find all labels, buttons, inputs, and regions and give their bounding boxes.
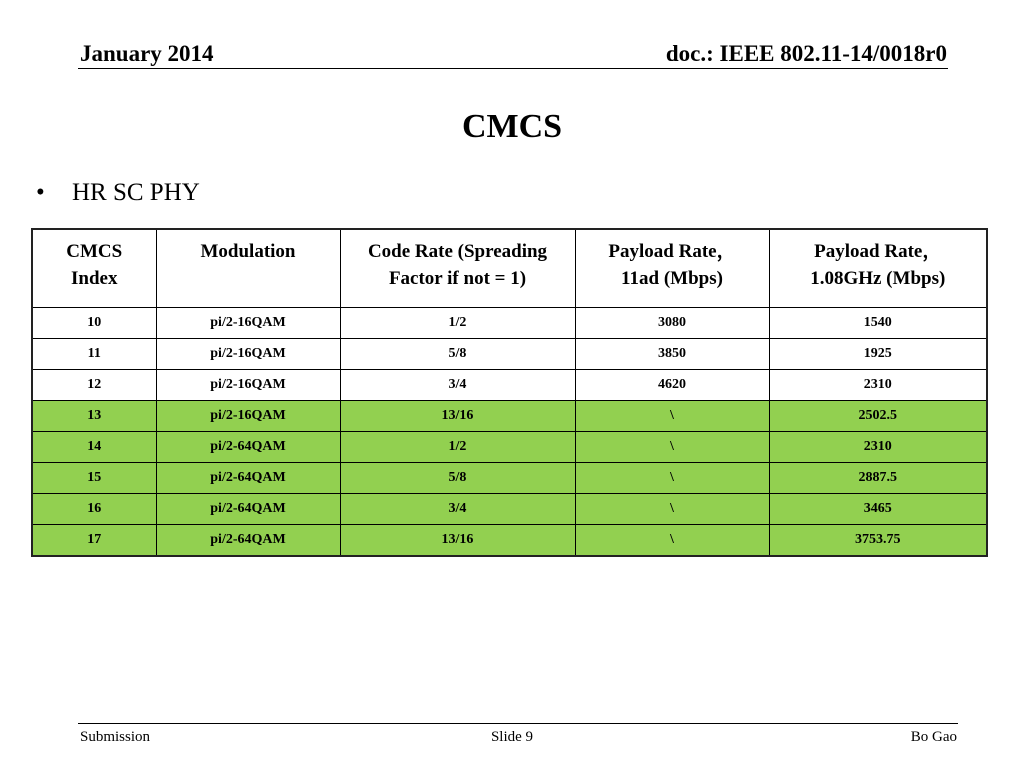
column-header	[156, 229, 340, 307]
column-header-line: Payload Rate，	[608, 241, 736, 262]
column-header-line: Code Rate (Spreading	[367, 241, 548, 262]
table-row	[32, 338, 987, 369]
column-header-line: CMCS	[66, 241, 123, 262]
table-cell: \	[575, 431, 769, 462]
table-cell: 16	[32, 493, 156, 524]
table-row	[32, 369, 987, 400]
table-header-row	[32, 229, 987, 307]
column-header	[575, 229, 769, 307]
table-cell: 3080	[575, 307, 769, 338]
table-cell: 11	[32, 338, 156, 369]
table-cell: pi/2-16QAM	[156, 338, 340, 369]
table-cell: 13	[32, 400, 156, 431]
column-header-line: Modulation	[200, 241, 296, 262]
footer-author: Bo Gao	[910, 729, 957, 745]
table-cell: 10	[32, 307, 156, 338]
table-cell: 1/2	[340, 431, 575, 462]
bullet-symbol: •	[36, 179, 45, 206]
table-row	[32, 431, 987, 462]
bullet-text: HR SC PHY	[72, 179, 200, 206]
table-cell: 13/16	[340, 400, 575, 431]
footer-slide-number: Slide 9	[490, 729, 534, 745]
column-header-line: 1.08GHz (Mbps)	[810, 268, 946, 289]
column-header-line: 11ad (Mbps)	[621, 268, 723, 289]
table-cell: pi/2-64QAM	[156, 493, 340, 524]
table-cell: 2310	[769, 369, 987, 400]
table-cell: pi/2-16QAM	[156, 400, 340, 431]
table-row	[32, 493, 987, 524]
table-row	[32, 307, 987, 338]
table-cell: pi/2-64QAM	[156, 462, 340, 493]
column-header-line: Factor if not = 1)	[388, 268, 527, 289]
table-cell: 5/8	[340, 338, 575, 369]
table-cell: pi/2-64QAM	[156, 431, 340, 462]
table-cell: 5/8	[340, 462, 575, 493]
table-cell: 2502.5	[769, 400, 987, 431]
table-cell: 15	[32, 462, 156, 493]
table-row	[32, 400, 987, 431]
table-cell: 4620	[575, 369, 769, 400]
header-date: January 2014	[80, 41, 214, 66]
column-header-line: Payload Rate，	[814, 241, 942, 262]
header-doc-id: doc.: IEEE 802.11-14/0018r0	[665, 41, 947, 66]
bullet-item	[36, 178, 200, 208]
table-cell: pi/2-16QAM	[156, 369, 340, 400]
column-header	[769, 229, 987, 307]
table-cell: 2887.5	[769, 462, 987, 493]
table-cell: pi/2-64QAM	[156, 524, 340, 556]
footer-divider	[78, 723, 958, 724]
table-cell: 3753.75	[769, 524, 987, 556]
table-cell: 3/4	[340, 493, 575, 524]
table-cell: 1540	[769, 307, 987, 338]
table-cell: 13/16	[340, 524, 575, 556]
table-cell: \	[575, 524, 769, 556]
table-cell: 12	[32, 369, 156, 400]
table-cell: 2310	[769, 431, 987, 462]
column-header	[340, 229, 575, 307]
table-row	[32, 524, 987, 556]
column-header	[32, 229, 156, 307]
table-cell: \	[575, 462, 769, 493]
table-cell: 1925	[769, 338, 987, 369]
table-row	[32, 462, 987, 493]
table-cell: \	[575, 493, 769, 524]
cmcs-table	[31, 228, 988, 557]
table-cell: pi/2-16QAM	[156, 307, 340, 338]
table-body	[32, 307, 987, 556]
header-divider	[78, 68, 948, 69]
table-cell: \	[575, 400, 769, 431]
table-cell: 1/2	[340, 307, 575, 338]
slide-title: CMCS	[461, 108, 563, 145]
table-cell: 17	[32, 524, 156, 556]
table-cell: 3/4	[340, 369, 575, 400]
table-cell: 14	[32, 431, 156, 462]
footer-submission: Submission	[80, 729, 151, 745]
column-header-line: Index	[71, 268, 118, 289]
table-cell: 3850	[575, 338, 769, 369]
table-cell: 3465	[769, 493, 987, 524]
